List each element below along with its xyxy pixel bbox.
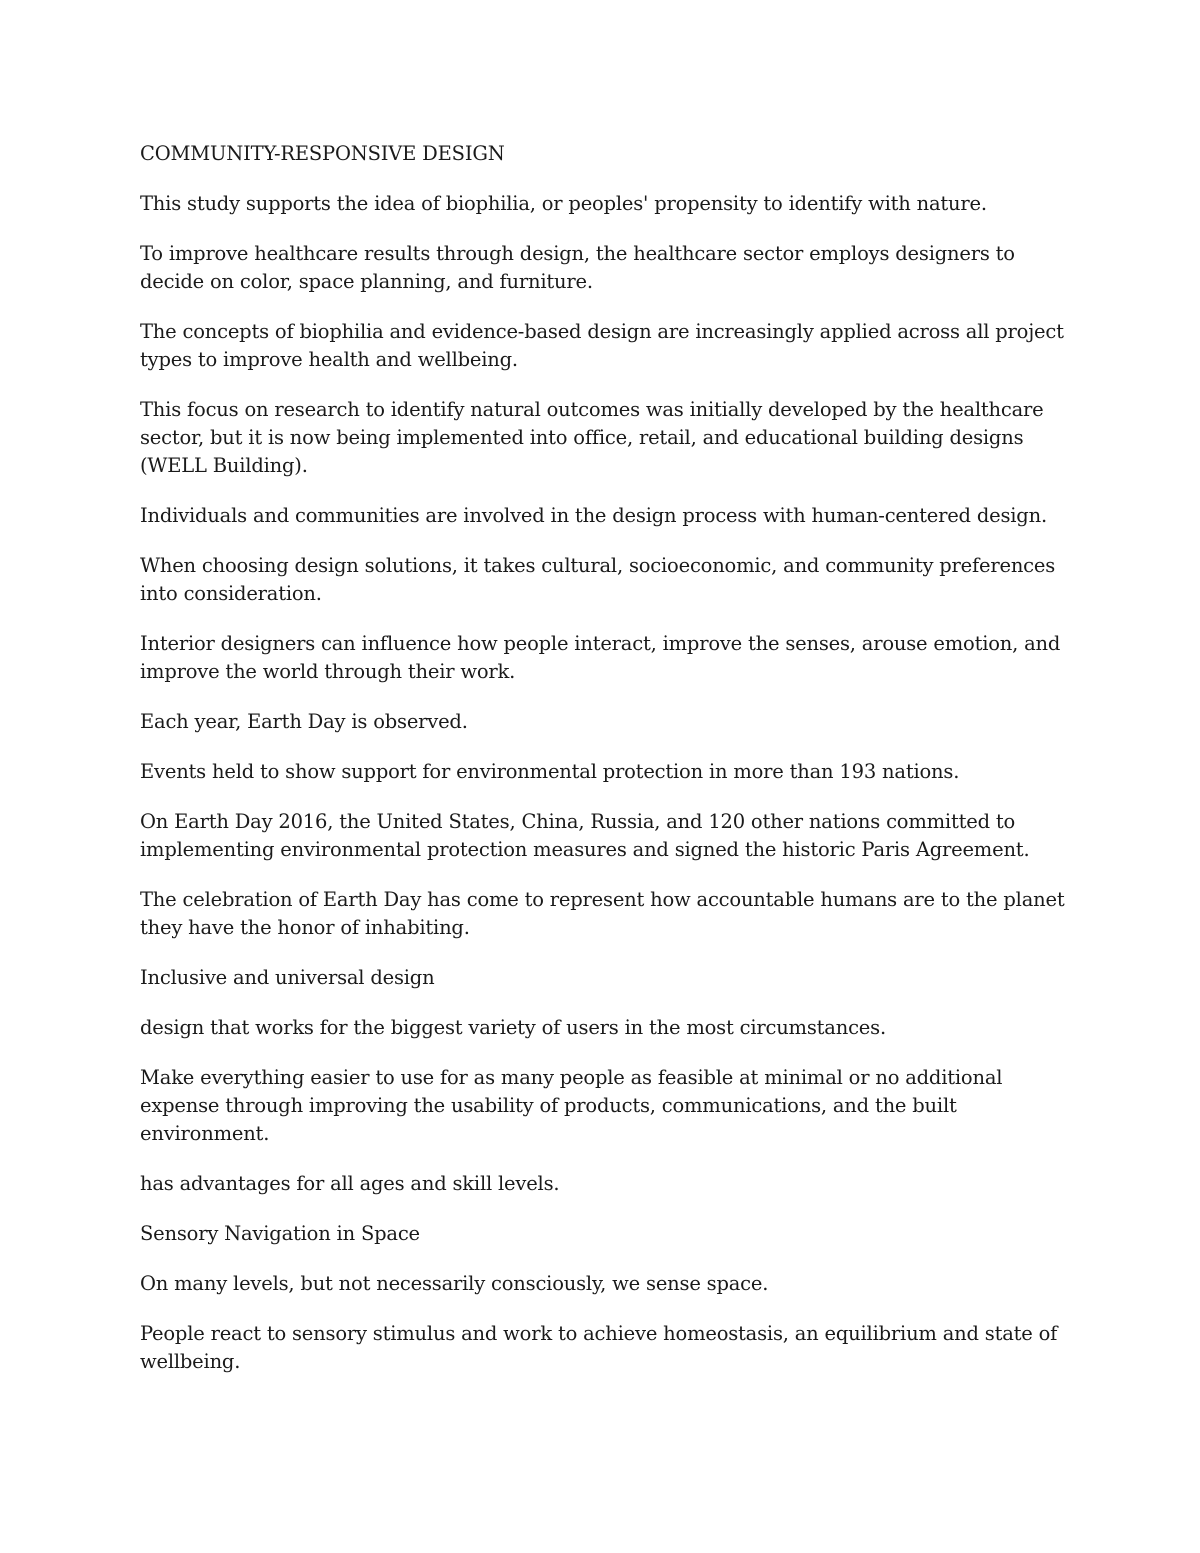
paragraph: Each year, Earth Day is observed. [140, 710, 468, 733]
paragraph: On many levels, but not necessarily consciously, we sense space. [140, 1272, 769, 1295]
paragraph: This study supports the idea of biophilia, or peoples' propensity to identify with nature. [140, 192, 987, 215]
paragraph: Events held to show support for environmental protection in more than 193 nations. [140, 760, 960, 783]
paragraph: Make everything easier to use for as many people as feasible at minimal or no additional expense through improving the usability of products, communications, and the built environment. [140, 1066, 1003, 1145]
paragraph: On Earth Day 2016, the United States, China, Russia, and 120 other nations committed to implementing environmental protection measures and signed the historic Paris Agreement. [140, 810, 1030, 861]
section-heading: Sensory Navigation in Space [140, 1222, 420, 1245]
paragraph: This focus on research to identify natural outcomes was initially developed by the healthcare sector, but it is now being implemented into office, retail, and educational building designs (WELL Building). [140, 398, 1044, 477]
paragraph: Interior designers can influence how people interact, improve the senses, arouse emotion, and improve the world through their work. [140, 632, 1061, 683]
paragraph: The concepts of biophilia and evidence-based design are increasingly applied across all project types to improve health and wellbeing. [140, 320, 1064, 371]
paragraph: Individuals and communities are involved in the design process with human-centered design. [140, 504, 1047, 527]
paragraph: When choosing design solutions, it takes cultural, socioeconomic, and community preferences into consideration. [140, 554, 1056, 605]
paragraph: design that works for the biggest variety of users in the most circumstances. [140, 1016, 886, 1039]
document-body [140, 140, 1070, 1398]
paragraph: To improve healthcare results through design, the healthcare sector employs designers to decide on color, space planning, and furniture. [140, 242, 1015, 293]
paragraph: has advantages for all ages and skill levels. [140, 1172, 560, 1195]
paragraph: People react to sensory stimulus and work to achieve homeostasis, an equilibrium and state of wellbeing. [140, 1322, 1058, 1373]
section-heading: Inclusive and universal design [140, 966, 435, 989]
paragraph: The celebration of Earth Day has come to represent how accountable humans are to the planet they have the honor of inhabiting. [140, 888, 1065, 939]
document-title: COMMUNITY-RESPONSIVE DESIGN [140, 142, 505, 165]
